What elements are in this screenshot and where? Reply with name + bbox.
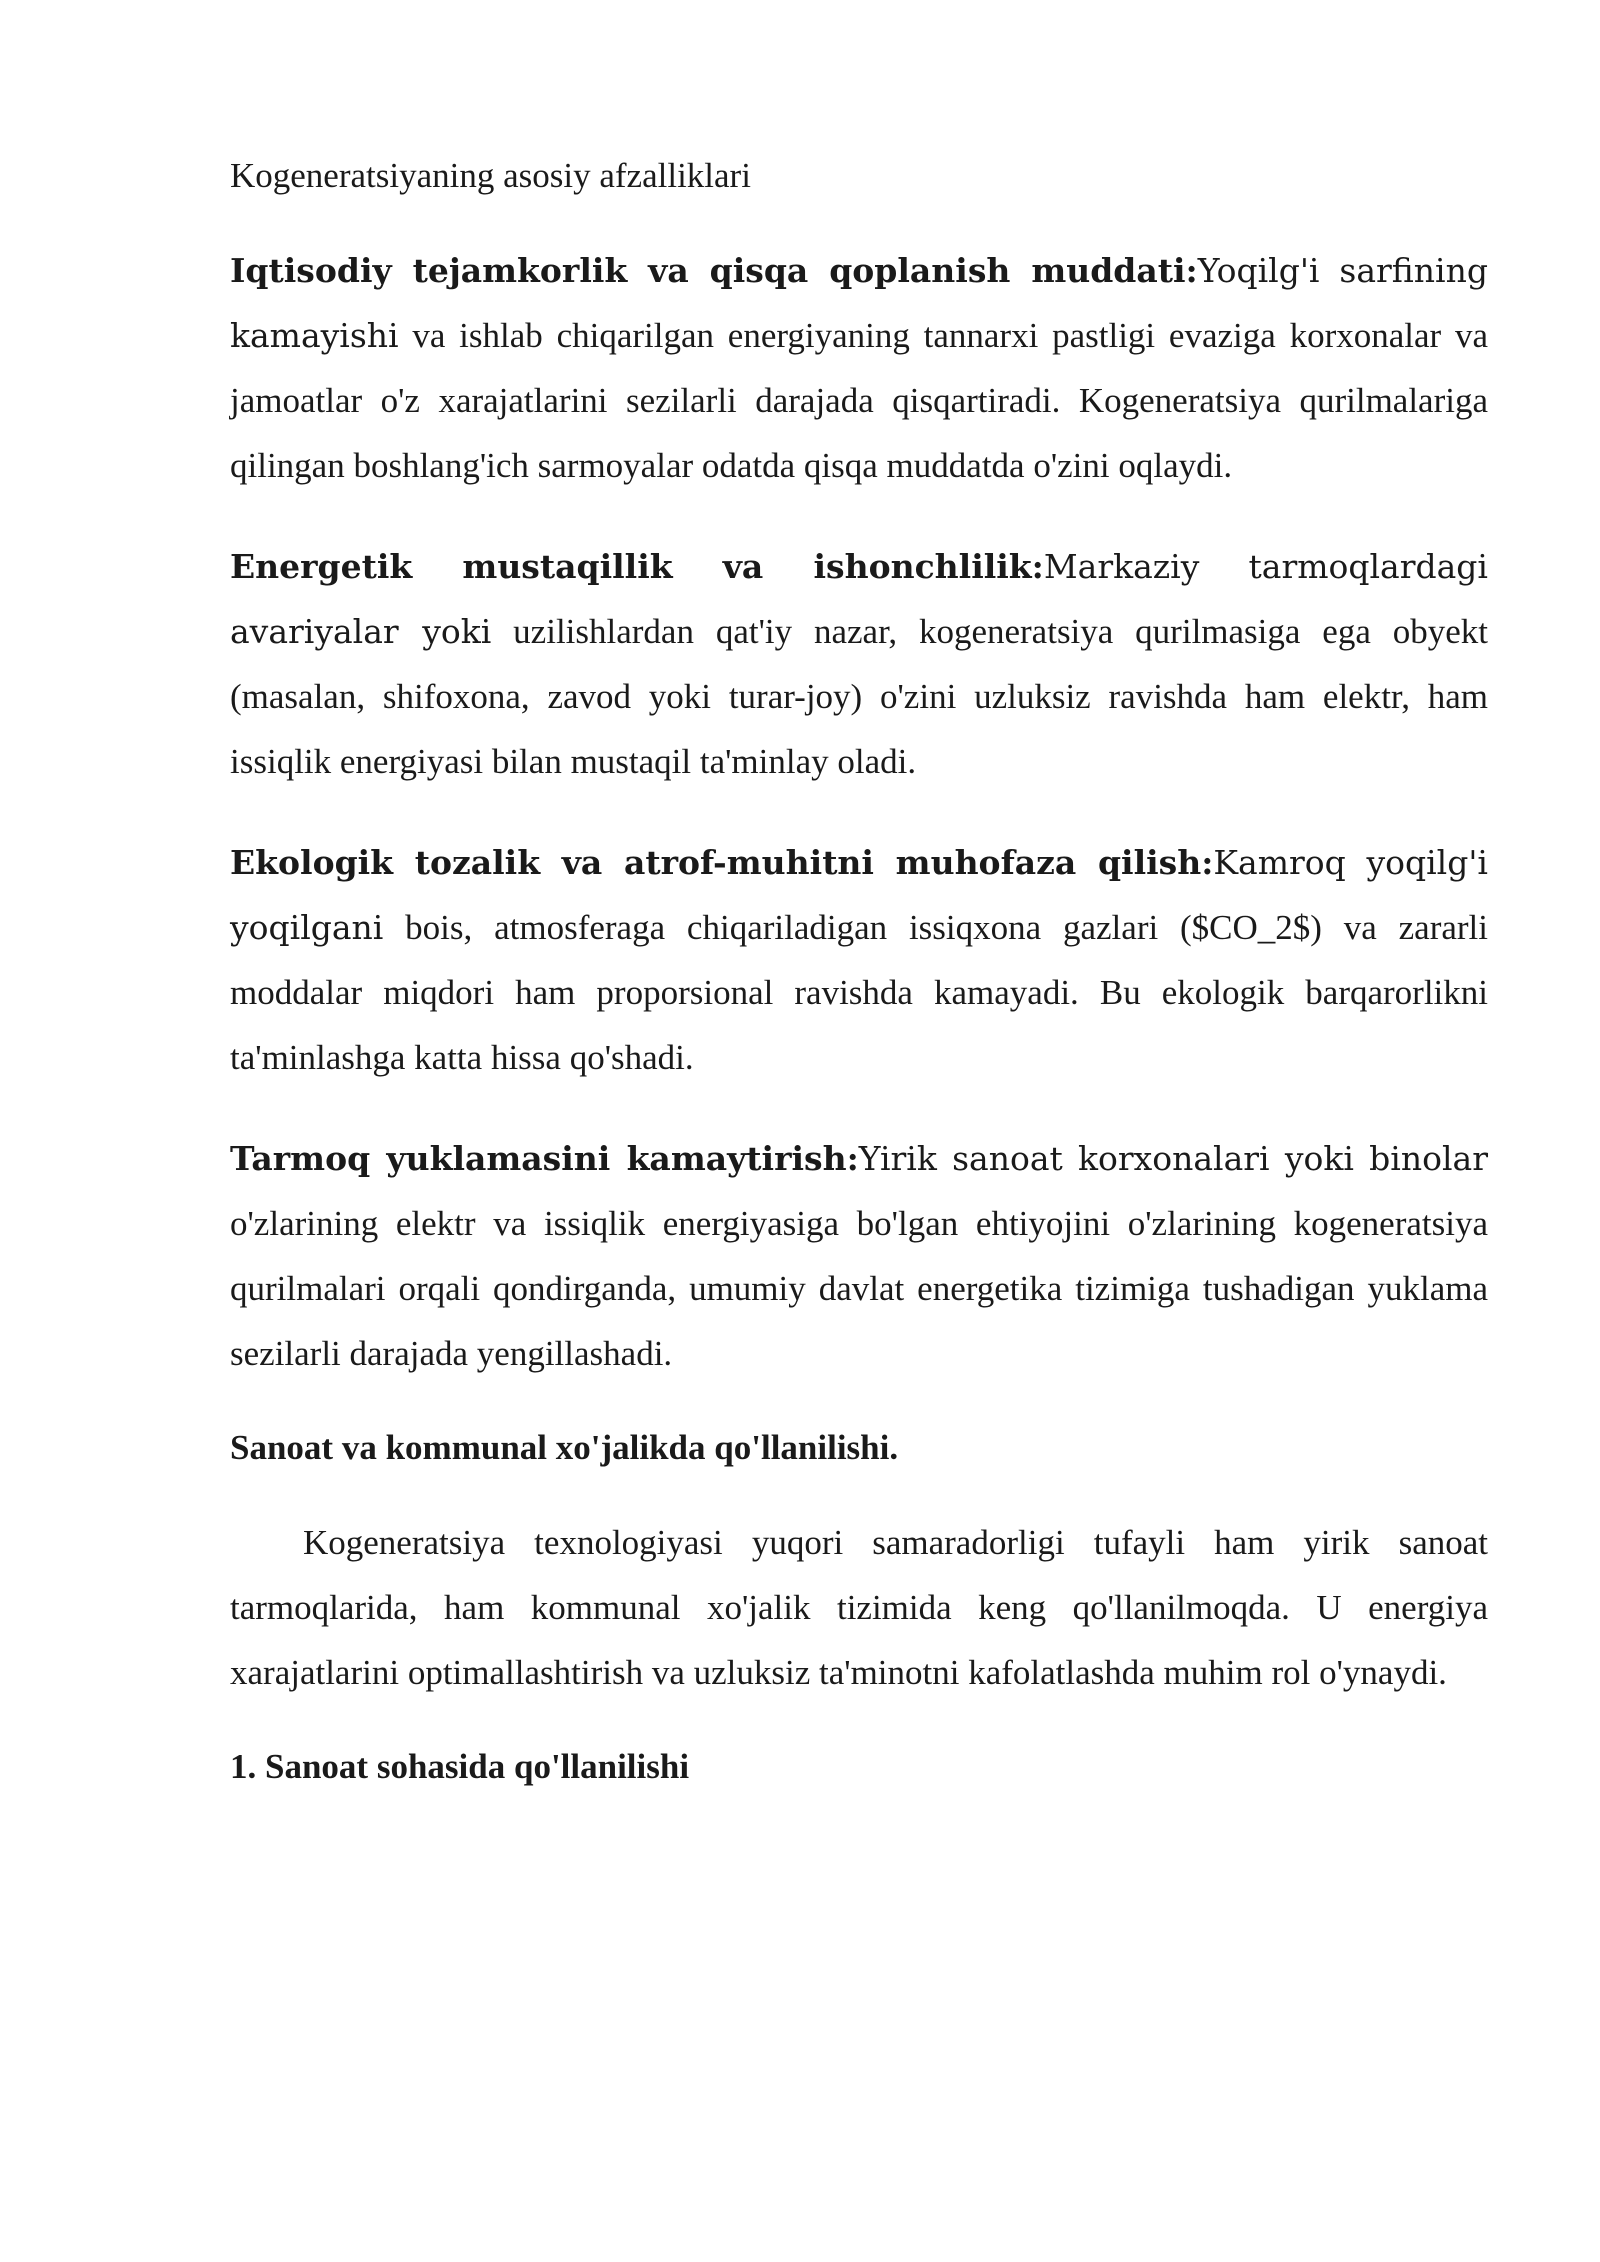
advantage-paragraph-grid-load (230, 1126, 1488, 1386)
section-intro-paragraph: Kogeneratsiya texnologiyasi yuqori samaradorligi tufayli ham yirik sanoat tarmoqlarida, ham kommunal xo'jalik tizimida keng qo'llanilmoqda. U energiya xarajatlarini optimallashtirish va uzluksiz ta'minotni kafolatlashda muhim rol o'ynaydi. (230, 1523, 1488, 1692)
advantage-first-line: Kamroq yoqilg'i yoqilgani (230, 843, 1488, 947)
advantage-lead: Energetik mustaqillik va ishonchlilik: (230, 547, 1044, 586)
advantage-body: bois, atmosferaga chiqariladigan issiqxona gazlari ($CO_2$) va zararli moddalar miqdori ham proporsional ravishda kamayadi. Bu ekologik barqarorlikni ta'minlashga katta hissa qo'shadi. (230, 908, 1488, 1077)
advantage-body: va ishlab chiqarilgan energiyaning tannarxi pastligi evaziga korxonalar va jamoatlar o'z xarajatlarini sezilarli darajada qisqartiradi. Kogeneratsiya qurilmalariga qilingan boshlang'ich sarmoyalar odatda qisqa muddatda o'zini oqlaydi. (230, 316, 1488, 485)
document-page (230, 150, 1488, 1793)
advantage-body: uzilishlardan qat'iy nazar, kogeneratsiya qurilmasiga ega obyekt (masalan, shifoxona, zavod yoki turar-joy) o'zini uzluksiz ravishda ham elektr, ham issiqlik energiyasi bilan mustaqil ta'minlay oladi. (230, 612, 1488, 781)
section-heading: Sanoat va kommunal xo'jalikda qo'llanilishi. (230, 1428, 899, 1467)
document-title: Kogeneratsiyaning asosiy afzalliklari (230, 156, 751, 195)
advantage-paragraph-economy (230, 238, 1488, 498)
advantage-paragraph-ecology (230, 830, 1488, 1090)
advantage-body: o'zlarining elektr va issiqlik energiyasiga bo'lgan ehtiyojini o'zlarining kogeneratsiya qurilmalari orqali qondirganda, umumiy davlat energetika tizimiga tushadigan yuklama sezilarli darajada yengillashadi. (230, 1204, 1488, 1373)
advantage-first-line: Yoqilg'i sarfining kamayishi (230, 251, 1488, 355)
advantage-lead: Iqtisodiy tejamkorlik va qisqa qoplanish muddati: (230, 251, 1198, 290)
advantage-lead: Ekologik tozalik va atrof-muhitni muhofaza qilish: (230, 843, 1214, 882)
advantage-first-line: Markaziy tarmoqlardagi avariyalar yoki (230, 547, 1488, 651)
advantage-paragraph-independence (230, 534, 1488, 794)
advantage-lead: Tarmoq yuklamasini kamaytirish: (230, 1139, 859, 1178)
advantage-first-line: Yirik sanoat korxonalari yoki binolar (858, 1139, 1488, 1178)
sub-heading: 1. Sanoat sohasida qo'llanilishi (230, 1747, 690, 1786)
